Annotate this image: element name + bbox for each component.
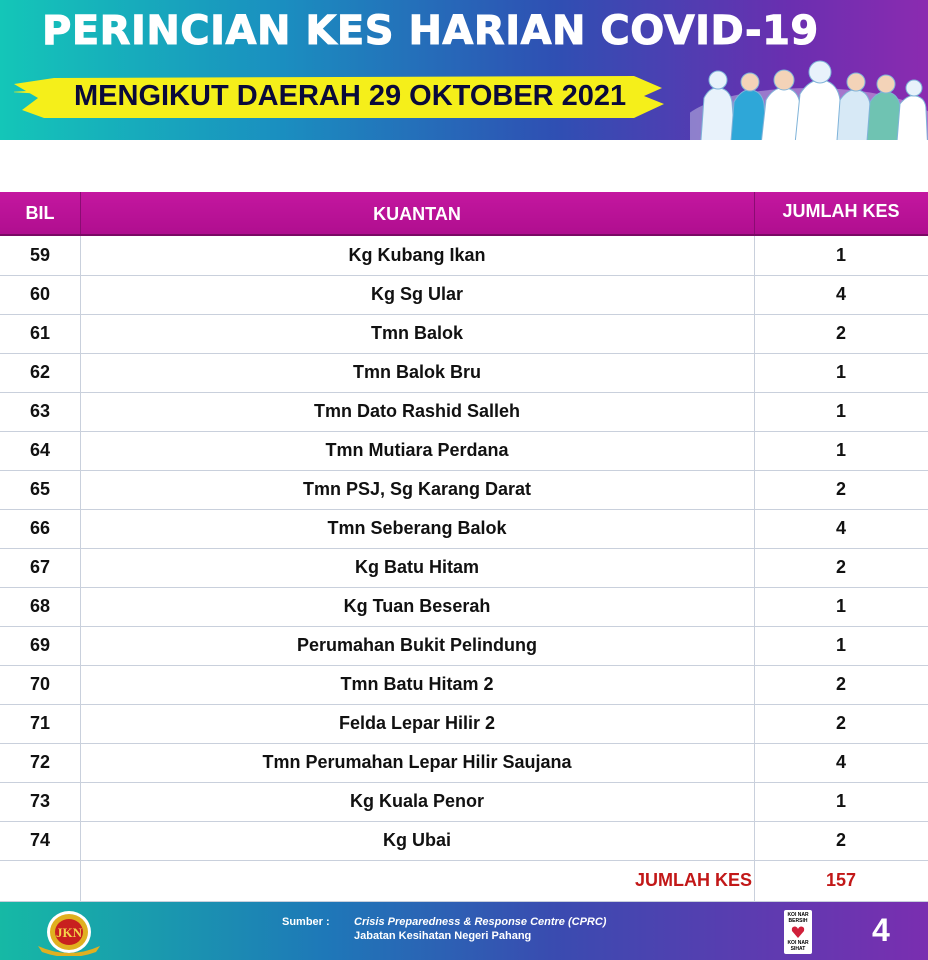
healthcare-workers-illustration	[690, 58, 928, 140]
location-name: Perumahan Bukit Pelindung	[296, 635, 538, 655]
koi-logo-top-text: KOI NAR BERSIH	[787, 912, 809, 924]
table-row	[0, 275, 928, 315]
table-row	[0, 704, 928, 744]
row-number: 72	[29, 752, 51, 772]
table-header	[0, 192, 928, 236]
heart-icon	[791, 925, 805, 939]
summary-value: 157	[825, 870, 857, 890]
koi-nar-logo	[784, 910, 812, 954]
location-name: Tmn Perumahan Lepar Hilir Saujana	[262, 752, 572, 772]
koi-logo-bottom-text: KOI NAR SIHAT	[787, 940, 809, 952]
jkn-logo-text: JKN	[56, 925, 82, 940]
case-count: 2	[835, 557, 846, 577]
case-count: 2	[835, 830, 846, 850]
row-number: 65	[29, 479, 51, 499]
row-number: 68	[29, 596, 51, 616]
row-number: 67	[29, 557, 51, 577]
case-count: 1	[835, 635, 846, 655]
row-number: 74	[29, 830, 51, 850]
row-number: 64	[29, 440, 51, 460]
row-number: 66	[29, 518, 51, 538]
case-count: 1	[835, 596, 846, 616]
table-row	[0, 743, 928, 783]
location-name: Kg Kubang Ikan	[348, 245, 486, 265]
location-name: Tmn PSJ, Sg Karang Darat	[302, 479, 532, 499]
table-row	[0, 626, 928, 666]
page-title: PERINCIAN KES HARIAN COVID-19	[42, 8, 819, 54]
location-name: Tmn Batu Hitam 2	[340, 674, 494, 694]
table-row	[0, 665, 928, 705]
case-count: 1	[835, 440, 846, 460]
table-row	[0, 431, 928, 471]
case-count: 1	[835, 245, 846, 265]
row-number: 70	[29, 674, 51, 694]
location-name: Tmn Seberang Balok	[327, 518, 507, 538]
column-header-bil: BIL	[25, 203, 55, 223]
location-name: Kg Ubai	[382, 830, 451, 850]
case-count: 1	[835, 362, 846, 382]
case-count: 4	[835, 284, 846, 304]
table-row	[0, 470, 928, 510]
row-number: 59	[29, 245, 51, 265]
table-row	[0, 548, 928, 588]
subtitle-ribbon	[14, 74, 664, 120]
case-count: 4	[835, 752, 846, 772]
cell-divider	[80, 860, 81, 901]
case-count: 1	[835, 791, 846, 811]
location-name: Kg Batu Hitam	[354, 557, 479, 577]
location-name: Tmn Dato Rashid Salleh	[313, 401, 521, 421]
table-row	[0, 587, 928, 627]
row-number: 63	[29, 401, 51, 421]
case-count: 2	[835, 479, 846, 499]
location-name: Kg Sg Ular	[370, 284, 463, 304]
row-number: 62	[29, 362, 51, 382]
case-count: 2	[835, 323, 846, 343]
location-name: Felda Lepar Hilir 2	[338, 713, 496, 733]
row-number: 71	[29, 713, 51, 733]
column-header-jumlah-kes: JUMLAH KES	[782, 201, 900, 221]
case-count: 2	[835, 674, 846, 694]
source-label: Sumber :	[282, 916, 330, 928]
summary-label: JUMLAH KES	[634, 870, 752, 890]
column-header-kuantan: KUANTAN	[373, 204, 461, 224]
row-number: 60	[29, 284, 51, 304]
header-spacer	[0, 140, 928, 192]
location-name: Tmn Mutiara Perdana	[325, 440, 509, 460]
location-name: Kg Kuala Penor	[349, 791, 485, 811]
page-subtitle: MENGIKUT DAERAH 29 OKTOBER 2021	[74, 80, 627, 112]
source-department: Jabatan Kesihatan Negeri Pahang	[354, 930, 532, 942]
case-count: 4	[835, 518, 846, 538]
table-row	[0, 392, 928, 432]
table-row	[0, 236, 928, 276]
summary-row	[0, 860, 928, 902]
table-row	[0, 821, 928, 861]
footer-bar	[0, 902, 928, 960]
row-number: 61	[29, 323, 51, 343]
table-row	[0, 782, 928, 822]
row-number: 73	[29, 791, 51, 811]
case-count: 2	[835, 713, 846, 733]
row-number: 69	[29, 635, 51, 655]
source-organization: Crisis Preparedness & Response Centre (CPRC)	[354, 916, 607, 928]
case-count: 1	[835, 401, 846, 421]
page-number: 4	[872, 912, 890, 948]
location-name: Kg Tuan Beserah	[343, 596, 491, 616]
header-banner	[0, 0, 928, 140]
table-row	[0, 353, 928, 393]
table-row	[0, 509, 928, 549]
jkn-logo	[30, 908, 108, 956]
location-name: Tmn Balok Bru	[352, 362, 481, 382]
location-name: Tmn Balok	[370, 323, 463, 343]
table-row	[0, 314, 928, 354]
